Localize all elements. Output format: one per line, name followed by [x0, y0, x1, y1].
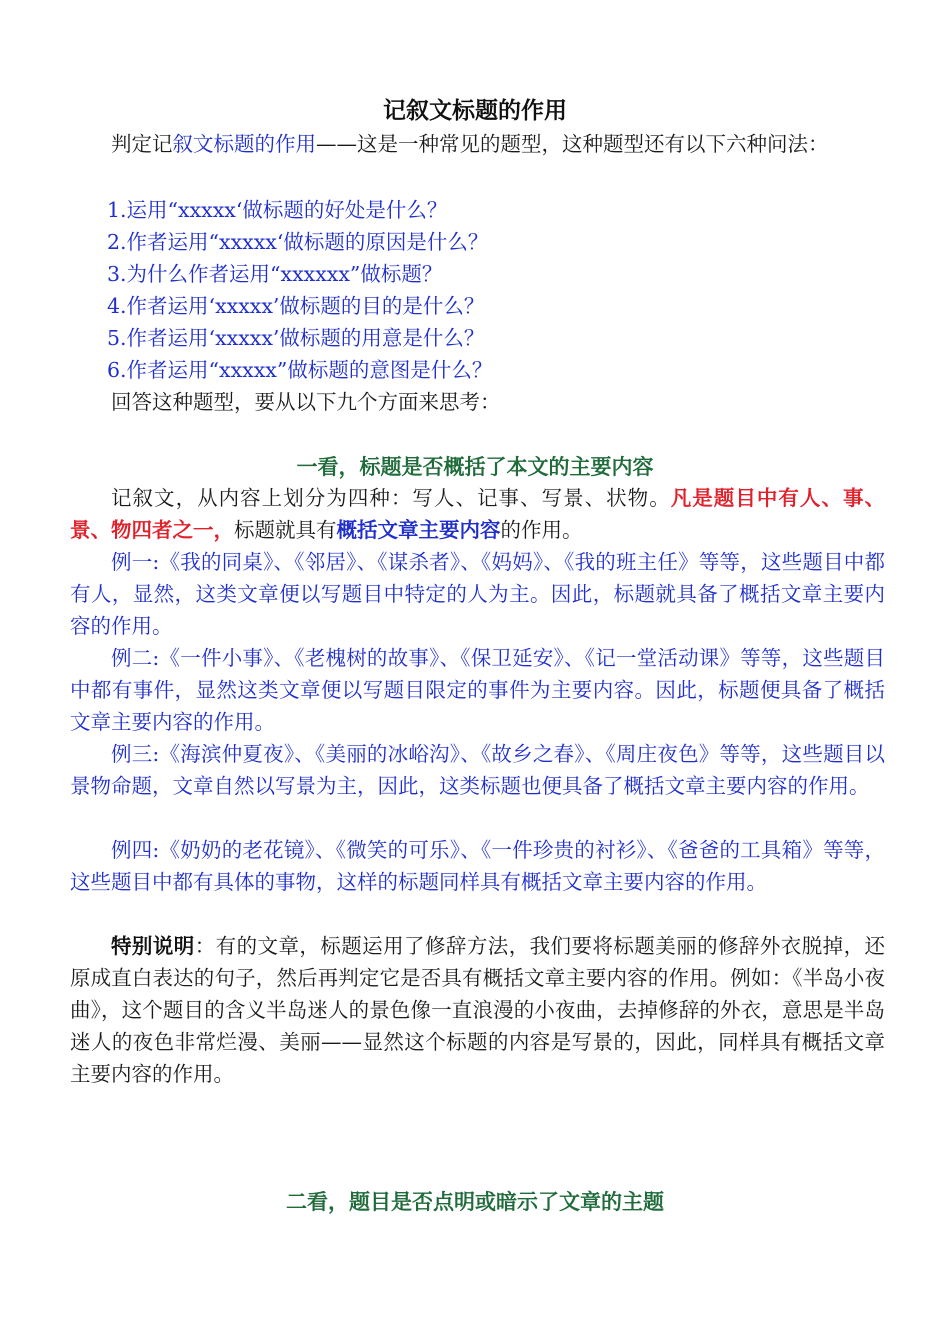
special-note — [70, 930, 885, 1090]
intro-highlight: 叙文标题的作用 — [172, 132, 316, 156]
special-note-text: ：有的文章，标题运用了修辞方法，我们要将标题美丽的修辞外衣脱掉，还原成直白表达的句子，然后再判定它是否具有概括文章主要内容的作用。例如：《半岛小夜曲》，这个题目的含义半岛迷人的景色像一直浪漫的小夜曲，去掉修辞的外衣，意思是半岛迷人的夜色非常烂漫、美丽——显然这个标题的内容是写景的，因此，同样具有概括文章主要内容的作用。 — [70, 934, 886, 1086]
section2-heading: 二看，题目是否点明或暗示了文章的主题 — [286, 1189, 664, 1214]
section1-para-red: 凡是题目中有人、事、景、物四者之一， — [70, 486, 886, 542]
question-item: 5.作者运用‘xxxxx’做标题的用意是什么？ — [107, 326, 485, 350]
intro-paragraph — [70, 128, 885, 160]
special-note-label: 特别说明 — [111, 934, 195, 958]
question-item: 6.作者运用“xxxxx”做标题的意图是什么？ — [107, 358, 493, 382]
question-item: 3.为什么作者运用“xxxxxx”做标题？ — [107, 262, 443, 286]
example-paragraph: 例一:《我的同桌》、《邻居》、《谋杀者》、《妈妈》、《我的班主任》等等，这些题目中都有人，显然，这类文章便以写题目中特定的人为主。因此，标题就具备了概括文章主要内容的作用。 — [70, 550, 885, 638]
question-item: 1.运用“xxxxx‘做标题的好处是什么？ — [107, 198, 448, 222]
section1-para-c: 的作用。 — [500, 518, 583, 542]
section1-para-blue: 概括文章主要内容 — [336, 518, 501, 542]
section1-para-a: 记叙文，从内容上划分为四种：写人、记事、写景、状物。 — [111, 486, 671, 510]
question-item: 2.作者运用“xxxxx‘做标题的原因是什么？ — [107, 230, 489, 254]
intro-prefix: 判定记 — [111, 132, 173, 156]
document-title: 记叙文标题的作用 — [383, 98, 567, 124]
example-paragraph: 例二:《一件小事》、《老槐树的故事》、《保卫延安》、《记一堂活动课》等等，这些题目中都有事件，显然这类文章便以写题目限定的事件为主要内容。因此，标题便具备了概括文章主要内容的作用。 — [70, 646, 885, 734]
section1-paragraph — [70, 482, 885, 546]
intro-rest: ——这是一种常见的题型，这种题型还有以下六种问法： — [316, 132, 829, 156]
section1-heading: 一看，标题是否概括了本文的主要内容 — [296, 454, 654, 479]
example-paragraph: 例三:《海滨仲夏夜》、《美丽的冰峪沟》、《故乡之春》、《周庄夜色》等等，这些题目以景物命题，文章自然以写景为主，因此，这类标题也便具备了概括文章主要内容的作用。 — [70, 742, 885, 798]
section1-para-b: 标题就具有 — [234, 518, 337, 542]
example-paragraph: 例四:《奶奶的老花镜》、《微笑的可乐》、《一件珍贵的衬衫》、《爸爸的工具箱》等等，这些题目中都有具体的事物，这样的标题同样具有概括文章主要内容的作用。 — [70, 838, 885, 894]
question-item: 4.作者运用‘xxxxx’做标题的目的是什么？ — [107, 294, 485, 318]
answer-intro: 回答这种题型，要从以下九个方面来思考： — [111, 390, 501, 414]
